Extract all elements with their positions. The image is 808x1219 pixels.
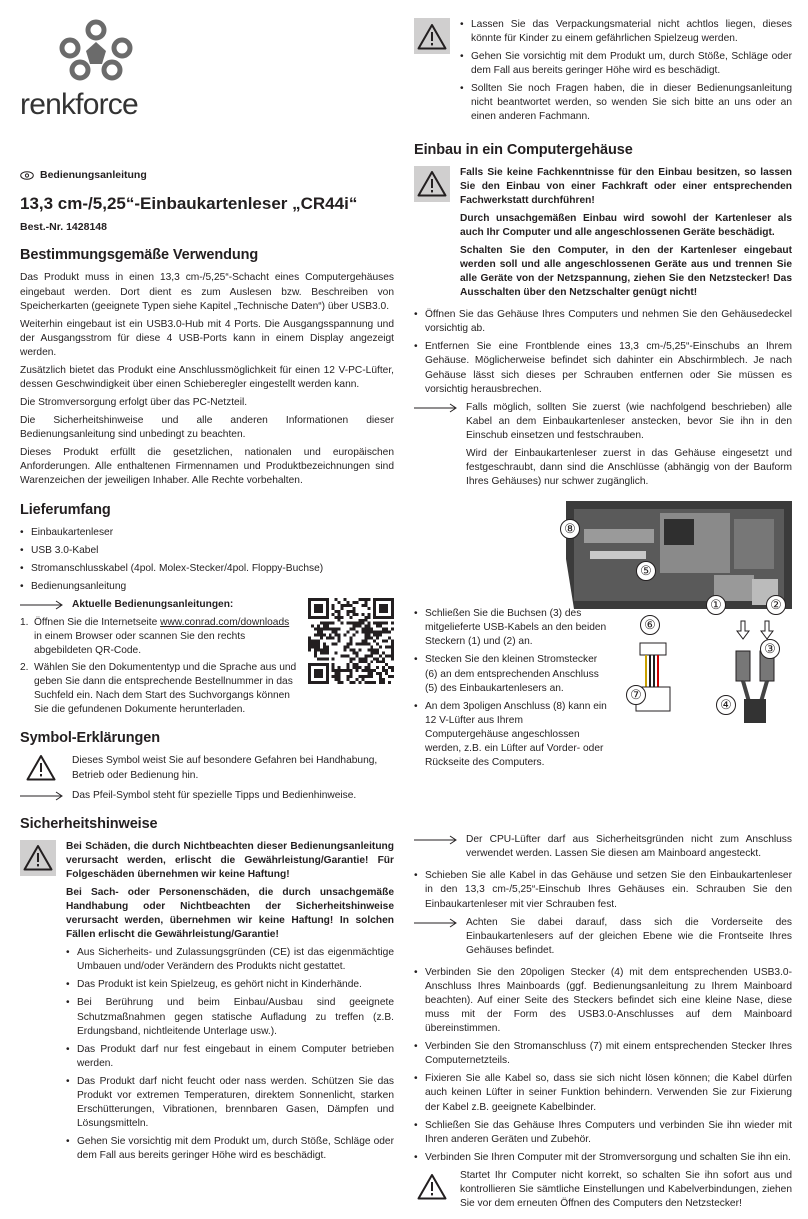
safety-warning-box bbox=[20, 840, 394, 1168]
paragraph: Weiterhin eingebaut ist ein USB3.0-Hub mit 4 Ports. Die Ausgangsspannung und der Ausgangsstrom für diese 4 USB-Ports kann in einem Display angezeigt werden. bbox=[20, 318, 394, 358]
safety-continued-body bbox=[460, 18, 792, 129]
heading-installation: Einbau in ein Computergehäuse bbox=[414, 141, 633, 158]
heading-safety: Sicherheitshinweise bbox=[20, 815, 158, 832]
list-item: • Gehen Sie vorsichtig mit dem Produkt um, durch Stöße, Schläge oder dem Fall aus bereits geringer Höhe wird es beschädigt. bbox=[460, 50, 792, 78]
safety-warning-body bbox=[66, 840, 394, 1168]
list-item bbox=[20, 616, 298, 658]
symbol-arrow-text: Das Pfeil-Symbol steht für spezielle Tipps und Bedienhinweise. bbox=[72, 789, 357, 801]
current-manuals-block bbox=[20, 598, 394, 718]
safety-continued-box bbox=[414, 18, 792, 129]
arrow-icon bbox=[20, 791, 64, 801]
heading-scope-of-delivery: Lieferumfang bbox=[20, 501, 111, 518]
heading-symbol-explanation: Symbol-Erklärungen bbox=[20, 730, 161, 747]
step-number: 1. bbox=[20, 616, 29, 628]
list-item: • Gehen Sie vorsichtig mit dem Produkt um, durch Stöße, Schläge oder dem Fall aus bereits geringer Höhe wird es beschädigt. bbox=[66, 1135, 394, 1163]
warning-icon-box bbox=[414, 1169, 450, 1205]
list-item: • Bedienungsanleitung bbox=[20, 580, 394, 594]
figure-step-list bbox=[414, 607, 608, 770]
renkforce-logo-icon bbox=[58, 18, 134, 80]
final-warning-text: Startet Ihr Computer nicht korrekt, so schalten Sie ihn sofort aus und kontrollieren Sie sämtliche Einstellungen und Kabelverbindungen, ziehen Sie vor dem erneuten Öffnen des Computers den Netzstecker! bbox=[460, 1169, 792, 1209]
symbol-warning-text: Dieses Symbol weist Sie auf besondere Gefahren bei Handhabung, Betrieb oder Bedienung hin. bbox=[72, 755, 378, 781]
list-item: • Schieben Sie alle Kabel in das Gehäuse und setzen Sie den Einbaukartenleser in den 13,3 cm-/5,25“-Einschub Ihres Gehäuses ein. Schrauben Sie den Einbaukartenleser mit vier Schrauben fest. bbox=[414, 869, 792, 911]
eye-icon bbox=[20, 171, 34, 180]
scope-list bbox=[20, 526, 394, 594]
paragraph: Falls Sie keine Fachkenntnisse für den Einbau besitzen, so lassen Sie den Einbau von einer Fachkraft oder einer entsprechenden Fachwerkstatt durchführen! bbox=[460, 166, 792, 206]
safety-list bbox=[66, 946, 394, 1163]
list-item: • Aus Sicherheits- und Zulassungsgründen (CE) ist das eigenmächtige Umbauen und/oder Verändern des Produkts nicht gestattet. bbox=[66, 946, 394, 974]
paragraph: Bei Schäden, die durch Nichtbeachten dieser Bedienungsanleitung verursacht werden, erlischt die Gewährleistung/Garantie! Für Folgeschäden übernehmen wir keine Haftung! bbox=[66, 840, 394, 880]
install-step-b bbox=[414, 869, 792, 911]
step-text: Wählen Sie den Dokumententyp und die Sprache aus und geben Sie dann die entsprechende Bestellnummer in das Suchfeld ein. Nach dem Start des Suchvorgangs können Sie die gefundenen Dokumente herunterladen. bbox=[34, 662, 297, 716]
list-item: • Sollten Sie noch Fragen haben, die in dieser Bedienungsanleitung nicht beantwortet werden, so wenden Sie sich bitte an uns oder an einen anderen Fachmann. bbox=[460, 82, 792, 124]
paragraph: Dieses Produkt erfüllt die gesetzlichen, nationalen und europäischen Anforderungen. Alle enthaltenen Firmennamen und Produktbezeichnungen sind Warenzeichen der jeweiligen Inhaber. Alle Rechte vorbehalten. bbox=[20, 447, 394, 487]
install-tip-2 bbox=[414, 833, 792, 865]
list-item: • USB 3.0-Kabel bbox=[20, 544, 394, 558]
arrow-icon bbox=[414, 403, 458, 413]
arrow-icon bbox=[20, 600, 64, 610]
callout-8: ⑧ bbox=[560, 519, 580, 539]
list-item: • Einbaukartenleser bbox=[20, 526, 394, 540]
paragraph: Bei Sach- oder Personenschäden, die durch unsachgemäße Handhabung oder Nichtbeachten der Sicherheitshinweise verursacht werden, übernehmen wir keine Haftung! In solchen Fällen erlischt die Gewährleistung/Garantie! bbox=[66, 886, 394, 941]
tip-body bbox=[466, 401, 792, 493]
symbol-arrow-row bbox=[20, 789, 394, 803]
list-item: • Entfernen Sie eine Frontblende eines 13,3 cm-/5,25“-Einschubs an Ihrem Gehäuse. Möglicherweise befindet sich dahinter ein Abschirmblech. Je nach Gehäuse lässt sich dieses per Schrauben entfernen oder Sie müssen es vorsichtig herausbrechen. bbox=[414, 340, 792, 396]
paragraph: Der CPU-Lüfter darf aus Sicherheitsgründen nicht zum Anschluss verwendet werden. Lassen Sie diesen am Mainboard angesteckt. bbox=[466, 834, 792, 860]
callout-1: ① bbox=[706, 595, 726, 615]
callout-7: ⑦ bbox=[626, 685, 646, 705]
paragraph: Achten Sie dabei darauf, dass sich die Vorderseite des Einbaukartenlesers auf der gleichen Ebene wie die Frontseite Ihres Gehäuses befindet. bbox=[466, 916, 792, 956]
callout-3: ③ bbox=[760, 639, 780, 659]
paragraph: Zusätzlich bietet das Produkt eine Anschlussmöglichkeit für einen 12 V-PC-Lüfter, dessen Geschwindigkeit über einen Schieberegler eingestellt werden kann. bbox=[20, 364, 394, 390]
install-steps-c bbox=[414, 966, 792, 1165]
warning-icon-box bbox=[20, 840, 56, 876]
list-item: • An dem 3poligen Anschluss (8) kann ein 12 V-Lüfter aus Ihrem Computergehäuse angeschlossen werden, z.B. ein Lüfter auf Vorder- oder Rückseite des Computers. bbox=[414, 700, 608, 770]
order-number: Best.-Nr. 1428148 bbox=[20, 220, 107, 233]
warning-triangle-icon bbox=[417, 23, 447, 50]
step-number: 2. bbox=[20, 662, 29, 674]
warning-icon-box bbox=[414, 18, 450, 54]
manual-label-text: Bedienungsanleitung bbox=[40, 169, 147, 181]
qr-code[interactable] bbox=[308, 598, 394, 684]
install-tip-1 bbox=[414, 401, 792, 493]
list-item: • Bei Berührung und beim Einbau/Ausbau sind geeignete Schutzmaßnahmen gegen statische Aufladung zu treffen (z.B. Erdungsband, nichtleitende Unterlage usw.). bbox=[66, 996, 394, 1038]
list-item: • Schließen Sie die Buchsen (3) des mitgelieferte USB-Kabels an den beiden Steckern (1) und (2) an. bbox=[414, 607, 608, 649]
list-item: • Fixieren Sie alle Kabel so, dass sie sich nicht lösen können; die Kabel dürfen auch keinen Lüfter in seiner Funktion behindern. Verwenden Sie zur Fixierung der Kabel z.B. geeignete Kabelbinder. bbox=[414, 1072, 792, 1114]
callout-4: ④ bbox=[716, 695, 736, 715]
list-item: • Das Produkt darf nicht feucht oder nass werden. Schützen Sie das Produkt vor extremen Temperaturen, direktem Sonnenlicht, starken Erschütterungen, Vibrationen, brennbaren Gasen, Dämpfen und Lösungsmitteln. bbox=[66, 1075, 394, 1131]
heading-intended-use: Bestimmungsgemäße Verwendung bbox=[20, 247, 259, 264]
list-item: • Verbinden Sie den 20poligen Stecker (4) mit dem entsprechenden USB3.0-Anschluss Ihres Mainboards (ggf. Bedienungsanleitung zu Ihrem Mainboard beachten). Auf einer Seite des Steckers befindet sich eine kleine Nase, diese muss mit der Form des USB3.0-Anschlusses auf dem Mainboard übereinstimmen. bbox=[414, 966, 792, 1036]
install-steps-a bbox=[414, 308, 792, 396]
safety-list-continued bbox=[460, 18, 792, 125]
warning-triangle-icon bbox=[417, 1173, 447, 1200]
list-item: • Öffnen Sie das Gehäuse Ihres Computers und nehmen Sie den Gehäusedeckel vorsichtig ab. bbox=[414, 308, 792, 336]
connection-figure bbox=[414, 499, 792, 768]
paragraph: Die Sicherheitshinweise und alle anderen Informationen dieser Bedienungsanleitung sind unbedingt zu beachten. bbox=[20, 415, 394, 441]
arrow-icon bbox=[414, 835, 458, 845]
download-steps bbox=[20, 616, 298, 718]
manual-label bbox=[20, 168, 394, 182]
downloads-link[interactable]: www.conrad.com/downloads bbox=[160, 616, 290, 628]
warning-icon-box bbox=[414, 166, 450, 202]
step-text: Öffnen Sie die Internetseite bbox=[34, 616, 161, 628]
brand-wordmark: renkforce bbox=[20, 88, 138, 121]
warning-triangle-icon bbox=[23, 844, 53, 871]
list-item: • Verbinden Sie den Stromanschluss (7) mit einem entsprechenden Stecker Ihres Computernetzteils. bbox=[414, 1040, 792, 1068]
list-item: • Das Produkt darf nur fest eingebaut in einem Computer betrieben werden. bbox=[66, 1043, 394, 1071]
step-text: in einem Browser oder scannen Sie den rechts abgebildeten QR-Code. bbox=[34, 630, 246, 657]
current-manuals-label: Aktuelle Bedienungsanleitungen: bbox=[72, 598, 234, 610]
paragraph: Durch unsachgemäßen Einbau wird sowohl der Kartenleser als auch Ihr Computer und alle angeschlossenen Geräte beschädigt. bbox=[460, 212, 792, 238]
final-warning-box bbox=[414, 1169, 792, 1215]
list-item bbox=[20, 661, 298, 717]
paragraph: Das Produkt muss in einen 13,3 cm-/5,25“-Schacht eines Computergehäuses eingebaut werden. Dort dient es zum Auslesen bzw. Beschreiben von Speicherkarten (geeignete Typen siehe Kapitel „Technische Daten“) über USB3.0. bbox=[20, 272, 394, 312]
list-item: • Lassen Sie das Verpackungsmaterial nicht achtlos liegen, dieses könnte für Kinder zu einem gefährlichen Spielzeug werden. bbox=[460, 18, 792, 46]
current-manuals-note bbox=[20, 598, 298, 612]
paragraph: Wird der Einbaukartenleser zuerst in das Gehäuse eingesetzt und festgeschraubt, dann sind die Anschlüsse (abhängig von der Bauform Ihres Gehäuses) nur schwer zugänglich. bbox=[466, 447, 792, 488]
install-tip-3 bbox=[414, 916, 792, 962]
paragraph: Falls möglich, sollten Sie zuerst (wie nachfolgend beschrieben) alle Kabel an dem Einbaukartenleser anstecken, bevor Sie ihn in den Einschub einsetzen und festschrauben. bbox=[466, 401, 792, 441]
list-item: • Schließen Sie das Gehäuse Ihres Computers und verbinden Sie ihn wieder mit Ihren anderen Geräten und Zubehör. bbox=[414, 1119, 792, 1147]
qr-code-icon bbox=[308, 598, 394, 684]
brand-logo bbox=[20, 18, 394, 128]
symbol-warning-row bbox=[20, 754, 394, 782]
callout-6: ⑥ bbox=[640, 615, 660, 635]
arrow-icon bbox=[414, 918, 458, 928]
warning-triangle-icon bbox=[26, 754, 56, 781]
figure-steps bbox=[414, 607, 608, 774]
callout-5: ⑤ bbox=[636, 561, 656, 581]
install-warning-body bbox=[460, 166, 792, 305]
callout-2: ② bbox=[766, 595, 786, 615]
left-column bbox=[20, 18, 394, 1171]
document-title: 13,3 cm-/5,25“-Einbaukartenleser „CR44i“ bbox=[20, 194, 358, 214]
warning-triangle-icon bbox=[417, 170, 447, 197]
paragraph: Schalten Sie den Computer, in den der Kartenleser eingebaut werden soll und alle angeschlossenen Geräte aus und trennen Sie alle Geräte von der Netzspannung, ziehen Sie den Netzstecker! Das Ausschalten über den Netzschalter genügt nicht! bbox=[460, 244, 792, 299]
list-item: • Stromanschlusskabel (4pol. Molex-Stecker/4pol. Floppy-Buchse) bbox=[20, 562, 394, 576]
install-warning-box bbox=[414, 166, 792, 305]
list-item: • Das Produkt ist kein Spielzeug, es gehört nicht in Kinderhände. bbox=[66, 978, 394, 992]
right-column bbox=[414, 18, 792, 1219]
list-item: • Stecken Sie den kleinen Stromstecker (6) an dem entsprechenden Anschluss (5) des Einbaukartenlesers an. bbox=[414, 653, 608, 695]
list-item: • Verbinden Sie Ihren Computer mit der Stromversorgung und schalten Sie ihn ein. bbox=[414, 1151, 792, 1165]
paragraph: Die Stromversorgung erfolgt über das PC-Netzteil. bbox=[20, 397, 248, 409]
